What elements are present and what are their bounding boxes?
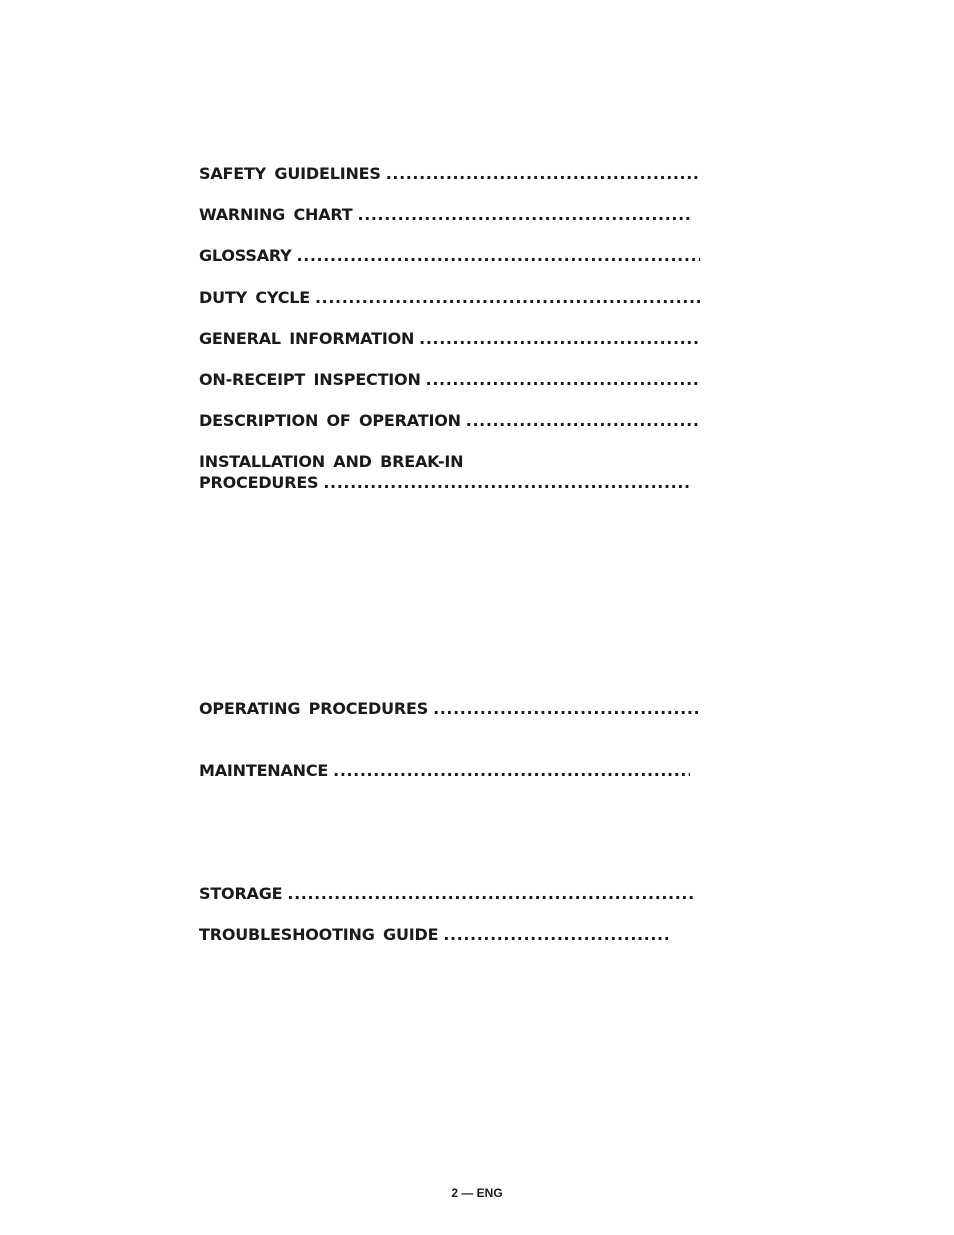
dot-leader: [426, 369, 700, 390]
toc-entry-storage[interactable]: [199, 883, 695, 904]
toc-entry-label-line1: INSTALLATION AND BREAK-IN: [199, 452, 464, 471]
toc-entry-row: [199, 328, 700, 349]
dot-leader: [315, 287, 700, 308]
dot-leader: [323, 472, 690, 493]
page-number-footer: 2 — ENG: [451, 1186, 503, 1200]
toc-entry-duty-cycle[interactable]: [199, 287, 700, 308]
toc-entry-row: [199, 163, 700, 184]
toc-entry-label: WARNING CHART: [199, 205, 353, 224]
toc-entry-label: DESCRIPTION OF OPERATION: [199, 411, 461, 430]
dot-leader: [358, 204, 690, 225]
toc-entry-troubleshooting-guide[interactable]: [199, 924, 668, 945]
toc-entry-row: [199, 698, 700, 719]
toc-entry-row: [199, 924, 668, 945]
toc-entry-warning-chart[interactable]: [199, 204, 690, 225]
toc-entry-label: DUTY CYCLE: [199, 288, 310, 307]
toc-entry-row: [199, 245, 700, 266]
toc-entry-label: GLOSSARY: [199, 246, 292, 265]
toc-entry-general-information[interactable]: [199, 328, 700, 349]
toc-entry-label: STORAGE: [199, 884, 283, 903]
toc-entry-row: [199, 472, 690, 493]
toc-entry-label: TROUBLESHOOTING GUIDE: [199, 925, 439, 944]
dot-leader: [287, 883, 695, 904]
toc-entry-label: OPERATING PROCEDURES: [199, 699, 429, 718]
toc-entry-label: SAFETY GUIDELINES: [199, 164, 381, 183]
toc-entry-row: [199, 204, 690, 225]
toc-entry-row: [199, 760, 690, 781]
toc-entry-safety-guidelines[interactable]: [199, 163, 700, 184]
dot-leader: [443, 924, 668, 945]
toc-entry-row: [199, 883, 695, 904]
dot-leader: [386, 163, 700, 184]
dot-leader: [433, 698, 700, 719]
toc-entry-row: [199, 369, 700, 390]
dot-leader: [419, 328, 700, 349]
dot-leader: [333, 760, 690, 781]
toc-entry-label: MAINTENANCE: [199, 761, 329, 780]
dot-leader: [297, 245, 700, 266]
toc-entry-operating-procedures[interactable]: [199, 698, 700, 719]
toc-entry-on-receipt-inspection[interactable]: [199, 369, 700, 390]
toc-entry-label-line2: PROCEDURES: [199, 473, 319, 492]
toc-entry-description-of-operation[interactable]: [199, 410, 700, 431]
toc-entry-maintenance[interactable]: [199, 760, 690, 781]
toc-entry-row: [199, 410, 700, 431]
dot-leader: [466, 410, 700, 431]
toc-entry-row: [199, 287, 700, 308]
toc-entry-glossary[interactable]: [199, 245, 700, 266]
toc-entry-label: ON-RECEIPT INSPECTION: [199, 370, 421, 389]
toc-entry-label: GENERAL INFORMATION: [199, 329, 415, 348]
toc-entry-installation-and-break-in-procedures[interactable]: [199, 451, 690, 493]
